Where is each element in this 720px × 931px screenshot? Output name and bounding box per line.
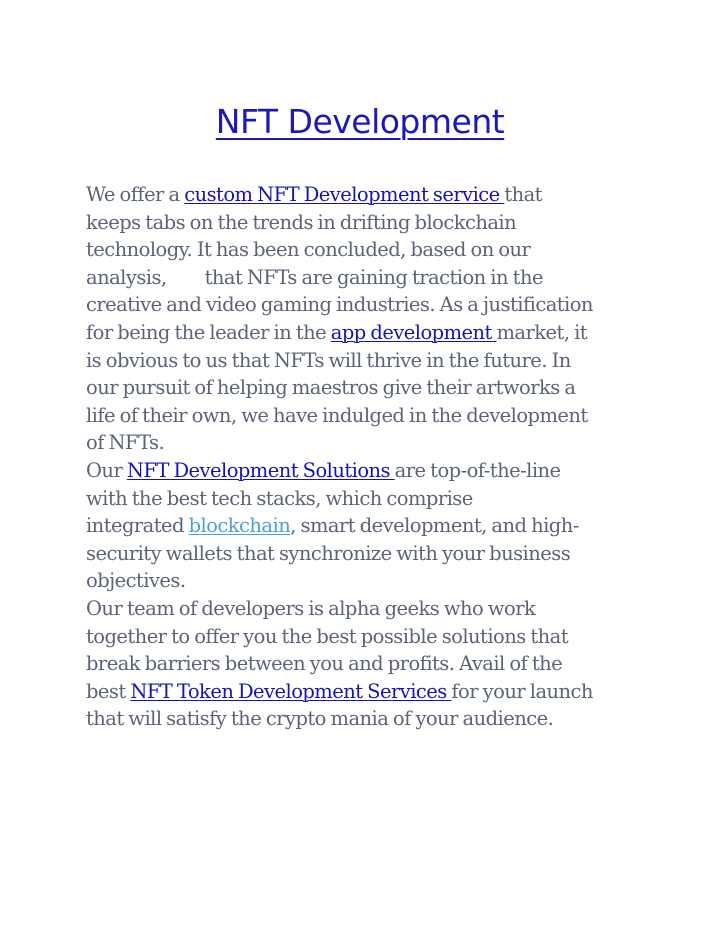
paragraph-team [86, 595, 646, 733]
text-line: together to offer you the best possible solutions that [86, 624, 568, 648]
text-line: is obvious to us that NFTs will thrive in the future. In [86, 348, 571, 372]
document-body [86, 181, 646, 733]
text-segment: We offer a [86, 183, 185, 206]
paragraph-intro [86, 181, 646, 457]
text-line: our pursuit of helping maestros give their artworks a [86, 376, 576, 400]
text-line [86, 264, 646, 292]
paragraph-solutions [86, 457, 646, 595]
text-line [86, 181, 646, 209]
text-line: life of their own, we have indulged in the development [86, 403, 588, 427]
text-line: technology. It has been concluded, based on our [86, 238, 531, 262]
text-segment: integrated [86, 514, 189, 538]
text-segment: that [504, 183, 542, 206]
text-segment: , smart development, and high- [290, 514, 579, 538]
link-nft-token-development-services[interactable]: NFT Token Development Services [130, 679, 452, 703]
text-line [86, 512, 646, 540]
link-blockchain[interactable]: blockchain [188, 514, 291, 538]
text-segment: for your launch [451, 679, 593, 703]
text-segment: that NFTs are gaining traction in the [204, 265, 543, 289]
text-line: objectives. [86, 569, 186, 593]
link-app-development[interactable]: app development [330, 320, 497, 344]
text-segment: market, it [496, 320, 588, 344]
link-custom-nft-development-service[interactable]: custom NFT Development service [184, 183, 505, 206]
text-line: break barriers between you and profits. Avail of the [86, 652, 563, 676]
text-line [86, 678, 646, 706]
text-segment: analysis, [86, 265, 167, 289]
text-segment: for being the leader in the [86, 320, 331, 344]
text-line: security wallets that synchronize with your business [86, 541, 571, 565]
link-nft-development-solutions[interactable]: NFT Development Solutions [126, 458, 395, 482]
text-line [86, 457, 646, 485]
text-line [86, 319, 646, 347]
text-line: creative and video gaming industries. As a justification [86, 293, 593, 317]
text-line: that will satisfy the crypto mania of your audience. [86, 707, 554, 731]
page-title [0, 100, 720, 144]
text-line: Our team of developers is alpha geeks who work [86, 596, 536, 620]
text-segment: are top-of-the-line [394, 458, 561, 482]
text-segment: Our [86, 458, 127, 482]
text-line: with the best tech stacks, which comprise [86, 486, 473, 510]
page-title-text: NFT Development [215, 102, 505, 141]
text-segment: best [86, 679, 131, 703]
text-line: keeps tabs on the trends in drifting blockchain [86, 210, 517, 234]
text-line: of NFTs. [86, 431, 165, 455]
